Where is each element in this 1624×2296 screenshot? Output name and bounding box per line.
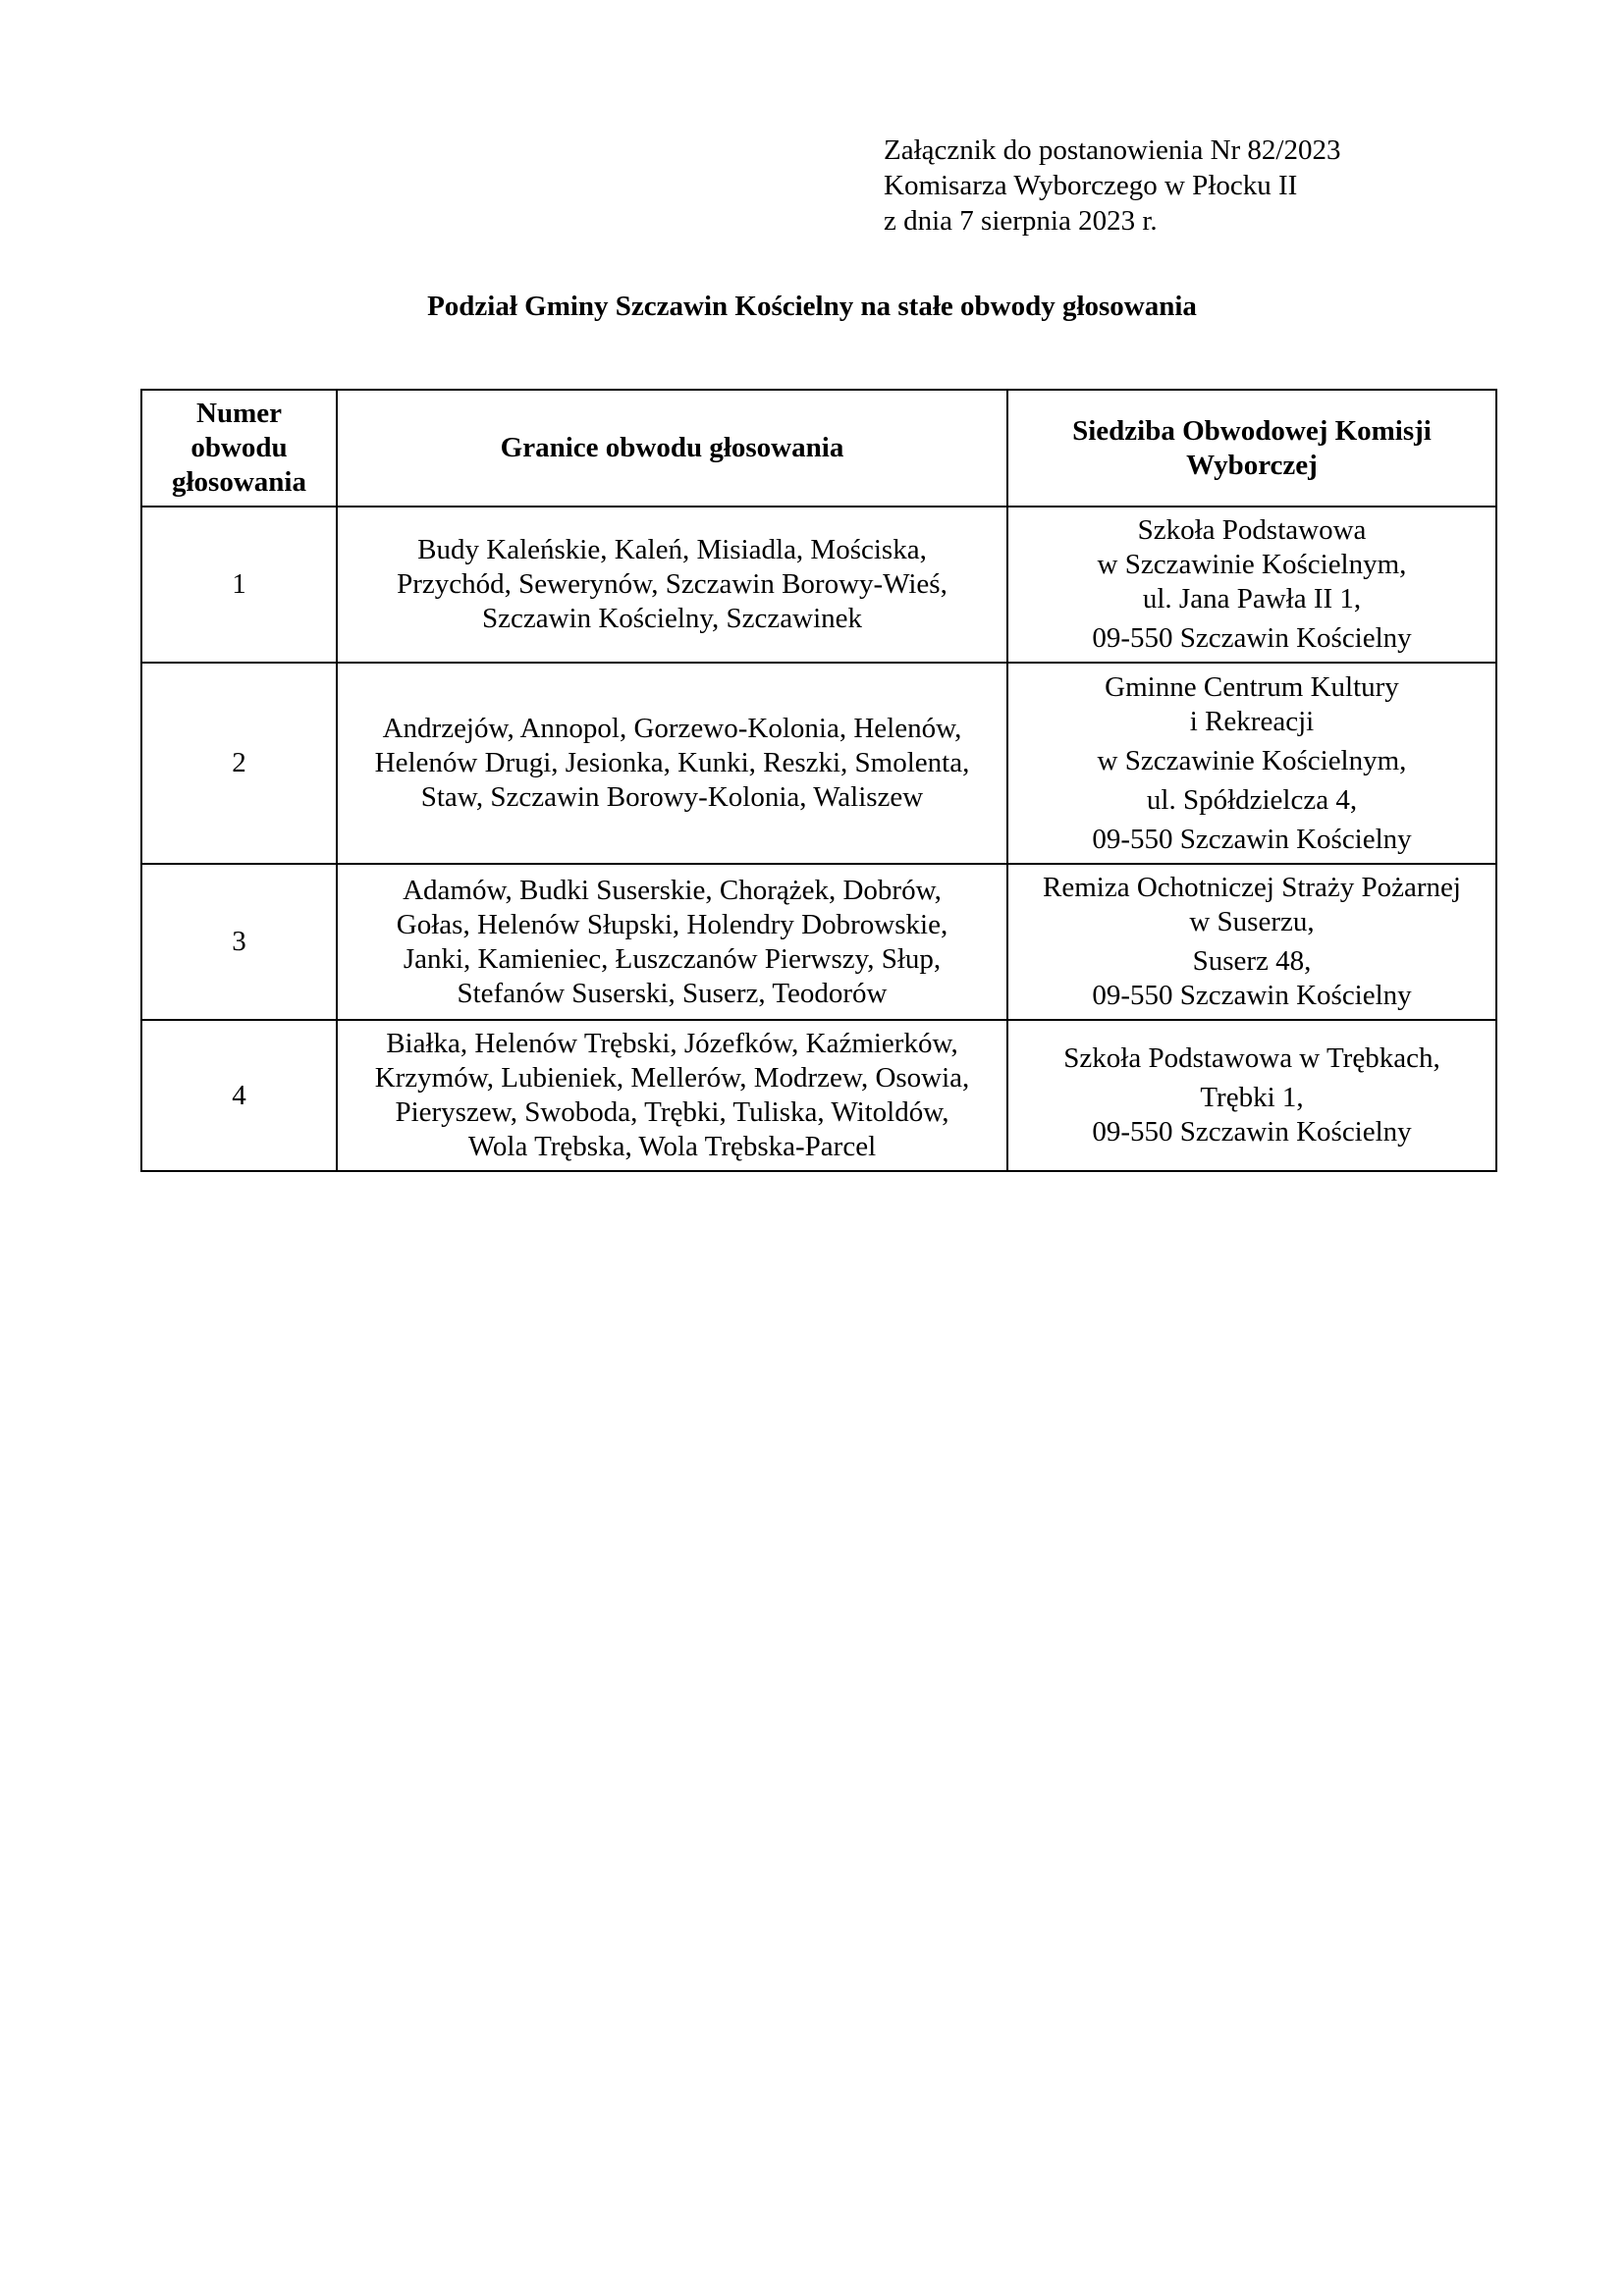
district-boundaries: Andrzejów, Annopol, Gorzewo-Kolonia, Helenów, Helenów Drugi, Jesionka, Kunki, Reszki, Smolenta, Staw, Szczawin Borowy-Kolonia, Waliszew: [337, 663, 1007, 864]
document-title: Podział Gminy Szczawin Kościelny na stałe obwody głosowania: [427, 291, 1197, 322]
table-row: [141, 864, 1496, 1020]
district-number: 3: [141, 864, 337, 1020]
table-row: [141, 1020, 1496, 1171]
district-boundaries: Białka, Helenów Trębski, Józefków, Kaźmierków, Krzymów, Lubieniek, Mellerów, Modrzew, Osowia, Pieryszew, Swoboda, Trębki, Tuliska, Witoldów, Wola Trębska, Wola Trębska-Parcel: [337, 1020, 1007, 1171]
table-row: [141, 507, 1496, 663]
annex-reference: [884, 133, 1341, 239]
district-number: 2: [141, 663, 337, 864]
district-boundaries: Adamów, Budki Suserskie, Chorążek, Dobrów, Gołas, Helenów Słupski, Holendry Dobrowskie, Janki, Kamieniec, Łuszczanów Pierwszy, Słup, Stefanów Suserski, Suserz, Teodorów: [337, 864, 1007, 1020]
voting-districts-table: [140, 389, 1497, 1172]
annex-line: Załącznik do postanowienia Nr 82/2023: [884, 134, 1341, 166]
header-boundaries: Granice obwodu głosowania: [337, 390, 1007, 507]
commission-seat: Remiza Ochotniczej Straży Pożarnej w Suserzu, Suserz 48, 09-550 Szczawin Kościelny: [1007, 864, 1496, 1020]
commission-seat: Szkoła Podstawowa w Szczawinie Kościelnym, ul. Jana Pawła II 1, 09-550 Szczawin Kościelny: [1007, 507, 1496, 663]
header-district-number: Numer obwodu głosowania: [141, 390, 337, 507]
commission-seat: Gminne Centrum Kultury i Rekreacji w Szczawinie Kościelnym, ul. Spółdzielcza 4, 09-550 Szczawin Kościelny: [1007, 663, 1496, 864]
district-boundaries: Budy Kaleńskie, Kaleń, Misiadla, Mościska, Przychód, Sewerynów, Szczawin Borowy-Wieś, Szczawin Kościelny, Szczawinek: [337, 507, 1007, 663]
commission-seat: Szkoła Podstawowa w Trębkach, Trębki 1, 09-550 Szczawin Kościelny: [1007, 1020, 1496, 1171]
annex-line: Komisarza Wyborczego w Płocku II: [884, 170, 1298, 201]
district-number: 1: [141, 507, 337, 663]
header-commission-seat: Siedziba Obwodowej Komisji Wyborczej: [1007, 390, 1496, 507]
table-header-row: [141, 390, 1496, 507]
district-number: 4: [141, 1020, 337, 1171]
annex-line: z dnia 7 sierpnia 2023 r.: [884, 205, 1158, 237]
table-row: [141, 663, 1496, 864]
